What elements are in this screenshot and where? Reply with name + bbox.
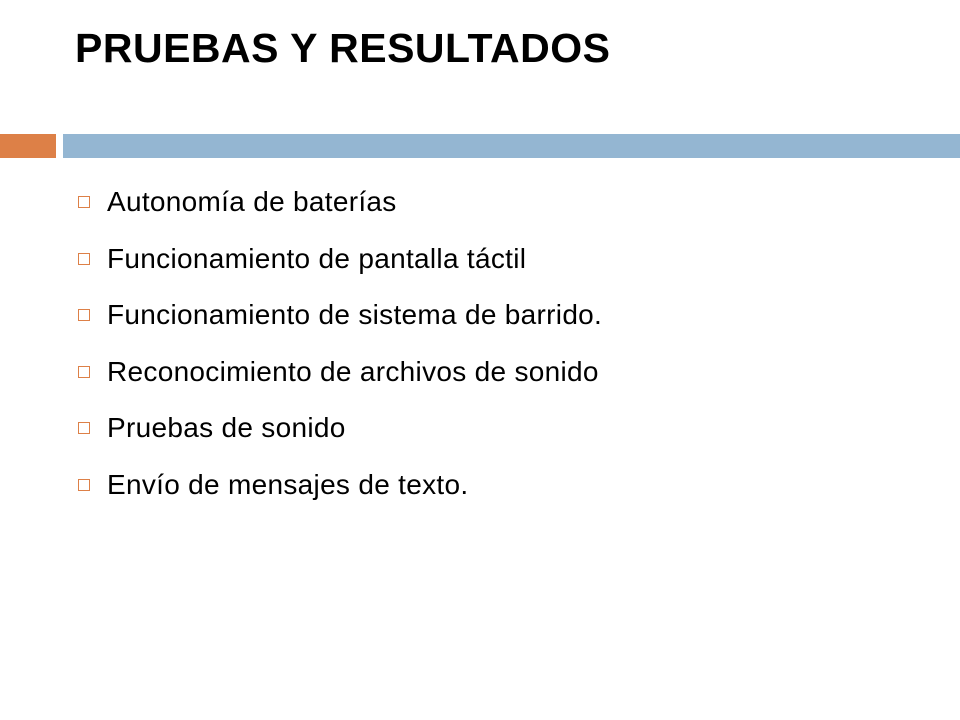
list-item-text: Funcionamiento de sistema de barrido. bbox=[107, 299, 603, 331]
list-item-text: Autonomía de baterías bbox=[107, 186, 397, 218]
list-item-text: Funcionamiento de pantalla táctil bbox=[107, 242, 527, 274]
square-bullet-icon bbox=[78, 309, 90, 321]
title-accent-bar bbox=[0, 134, 56, 158]
square-bullet-icon bbox=[78, 366, 90, 378]
bullet-list bbox=[78, 174, 602, 513]
title-rule-bar bbox=[63, 134, 960, 158]
square-bullet-icon bbox=[78, 253, 90, 265]
list-item bbox=[78, 231, 602, 288]
list-item bbox=[78, 400, 602, 457]
square-bullet-icon bbox=[78, 422, 90, 434]
list-item bbox=[78, 174, 602, 231]
square-bullet-icon bbox=[78, 479, 90, 491]
square-bullet-icon bbox=[78, 196, 90, 208]
list-item bbox=[78, 287, 602, 344]
list-item-text: Envío de mensajes de texto. bbox=[107, 468, 469, 500]
slide-title: PRUEBAS Y RESULTADOS bbox=[75, 25, 611, 71]
list-item bbox=[78, 457, 602, 514]
list-item bbox=[78, 344, 602, 401]
list-item-text: Pruebas de sonido bbox=[107, 412, 346, 444]
list-item-text: Reconocimiento de archivos de sonido bbox=[107, 355, 599, 387]
